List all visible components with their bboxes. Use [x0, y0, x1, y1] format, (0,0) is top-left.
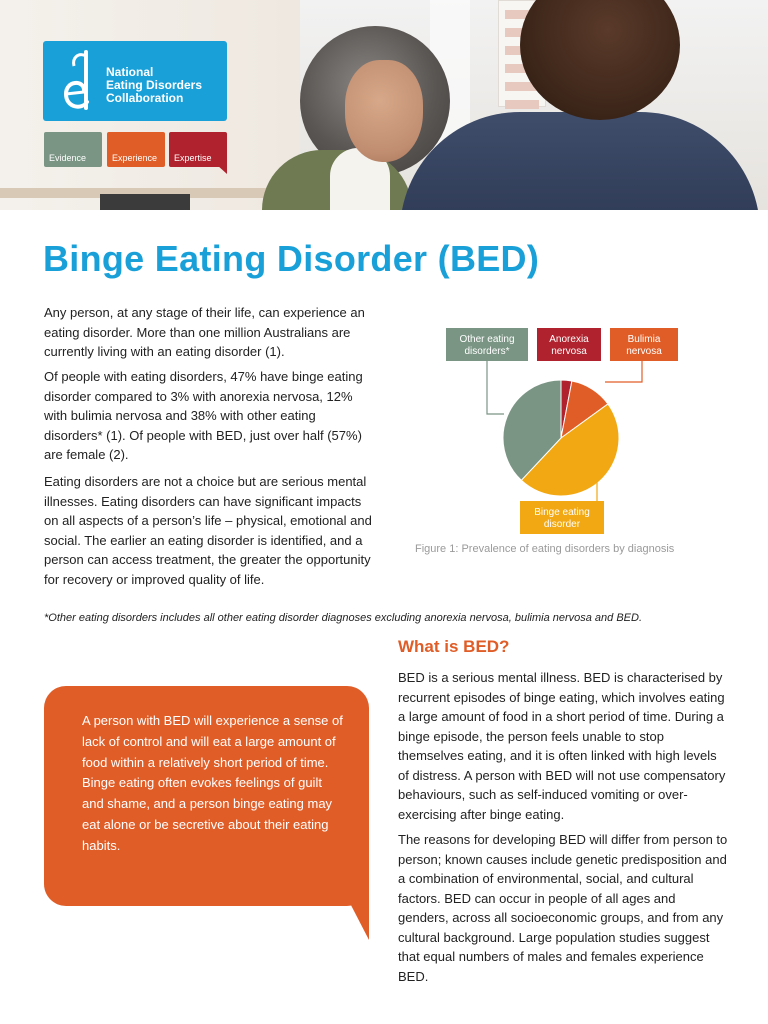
tag-expertise: Expertise	[169, 132, 227, 167]
pie-label-other	[446, 328, 528, 361]
footnote: *Other eating disorders includes all other eating disorder diagnoses excluding anorexia nervosa, bulimia nervosa and BED.	[44, 612, 643, 624]
pie-label-text-other: Other eating	[459, 334, 515, 345]
pie-label-text-bulimia: Bulimia	[627, 334, 661, 345]
tag-speech-tail	[217, 165, 227, 174]
tag-evidence: Evidence	[44, 132, 102, 167]
prevalence-pie-chart	[400, 318, 740, 548]
page-title: Binge Eating Disorder (BED)	[43, 238, 540, 279]
logo-ed-glyph-icon	[60, 46, 102, 116]
what-paragraph-2: The reasons for developing BED will differ from person to person; known causes include genetic predisposition and a combination of environmental, social, and cultural factors. BED can occur in people of all ages and genders, across all socioeconomic groups, and from any cultural background. Large population studies suggest that equal numbers of males and females experience BED.	[398, 832, 728, 984]
pie-label-text-anorexia: nervosa	[551, 346, 587, 357]
pie-label-text-anorexia: Anorexia	[549, 334, 589, 345]
pie-label-text-binge-eating: disorder	[543, 519, 581, 530]
logo-line-2: Eating Disorders	[106, 78, 203, 92]
logo-line-1: National	[106, 65, 154, 79]
intro-paragraph-3: Eating disorders are not a choice but are serious mental illnesses. Eating disorders can have significant impacts on all aspects of a person’s life – physical, emotional and social. The earlier an eating disorder is identified, and a person can access treatment, the greater the opportunity for recovery or improved quality of life.	[44, 474, 372, 587]
pie-slices	[503, 380, 619, 496]
section-heading-what-is-bed: What is BED?	[398, 637, 510, 656]
leader-line-other	[487, 361, 504, 414]
intro-paragraph-2: Of people with eating disorders, 47% have binge eating disorder compared to 3% with anorexia nervosa, 12% with bulimia nervosa and 38% with other eating disorders* (1). Of people with BED, just over half (57%) are female (2).	[44, 369, 363, 462]
callout-text: A person with BED will experience a sense of lack of control and will eat a large amount of food within a relatively short period of time. Binge eating often evokes feelings of guilt and shame, and a person binge eating may eat alone or be secretive about their eating habits.	[82, 713, 343, 853]
what-paragraph-1: BED is a serious mental illness. BED is characterised by recurrent episodes of binge eating, which involves eating a large amount of food in a short period of time. During a binge episode, the person feels unable to stop themselves eating, and it is often linked with high levels of distress. A person with BED will not use compensatory behaviours, such as self-induced vomiting or over-exercising after binge eating.	[398, 670, 726, 822]
pie-label-binge-eating	[520, 501, 604, 534]
pie-label-text-other: disorders*	[464, 346, 510, 357]
logo-wordmark	[106, 66, 202, 105]
tag-experience: Experience	[107, 132, 165, 167]
callout-speech-tail	[338, 880, 370, 940]
pie-label-text-bulimia: nervosa	[626, 346, 662, 357]
pie-label-bulimia	[610, 328, 678, 361]
pie-label-anorexia	[537, 328, 601, 361]
figure-caption: Figure 1: Prevalence of eating disorders by diagnosis	[415, 543, 675, 555]
leader-line-bulimia	[605, 361, 642, 382]
intro-paragraph-1: Any person, at any stage of their life, can experience an eating disorder. More than one million Australians are currently living with an eating disorder (1).	[44, 305, 365, 359]
logo-line-3: Collaboration	[106, 91, 184, 105]
pie-label-text-binge-eating: Binge eating	[534, 507, 590, 518]
